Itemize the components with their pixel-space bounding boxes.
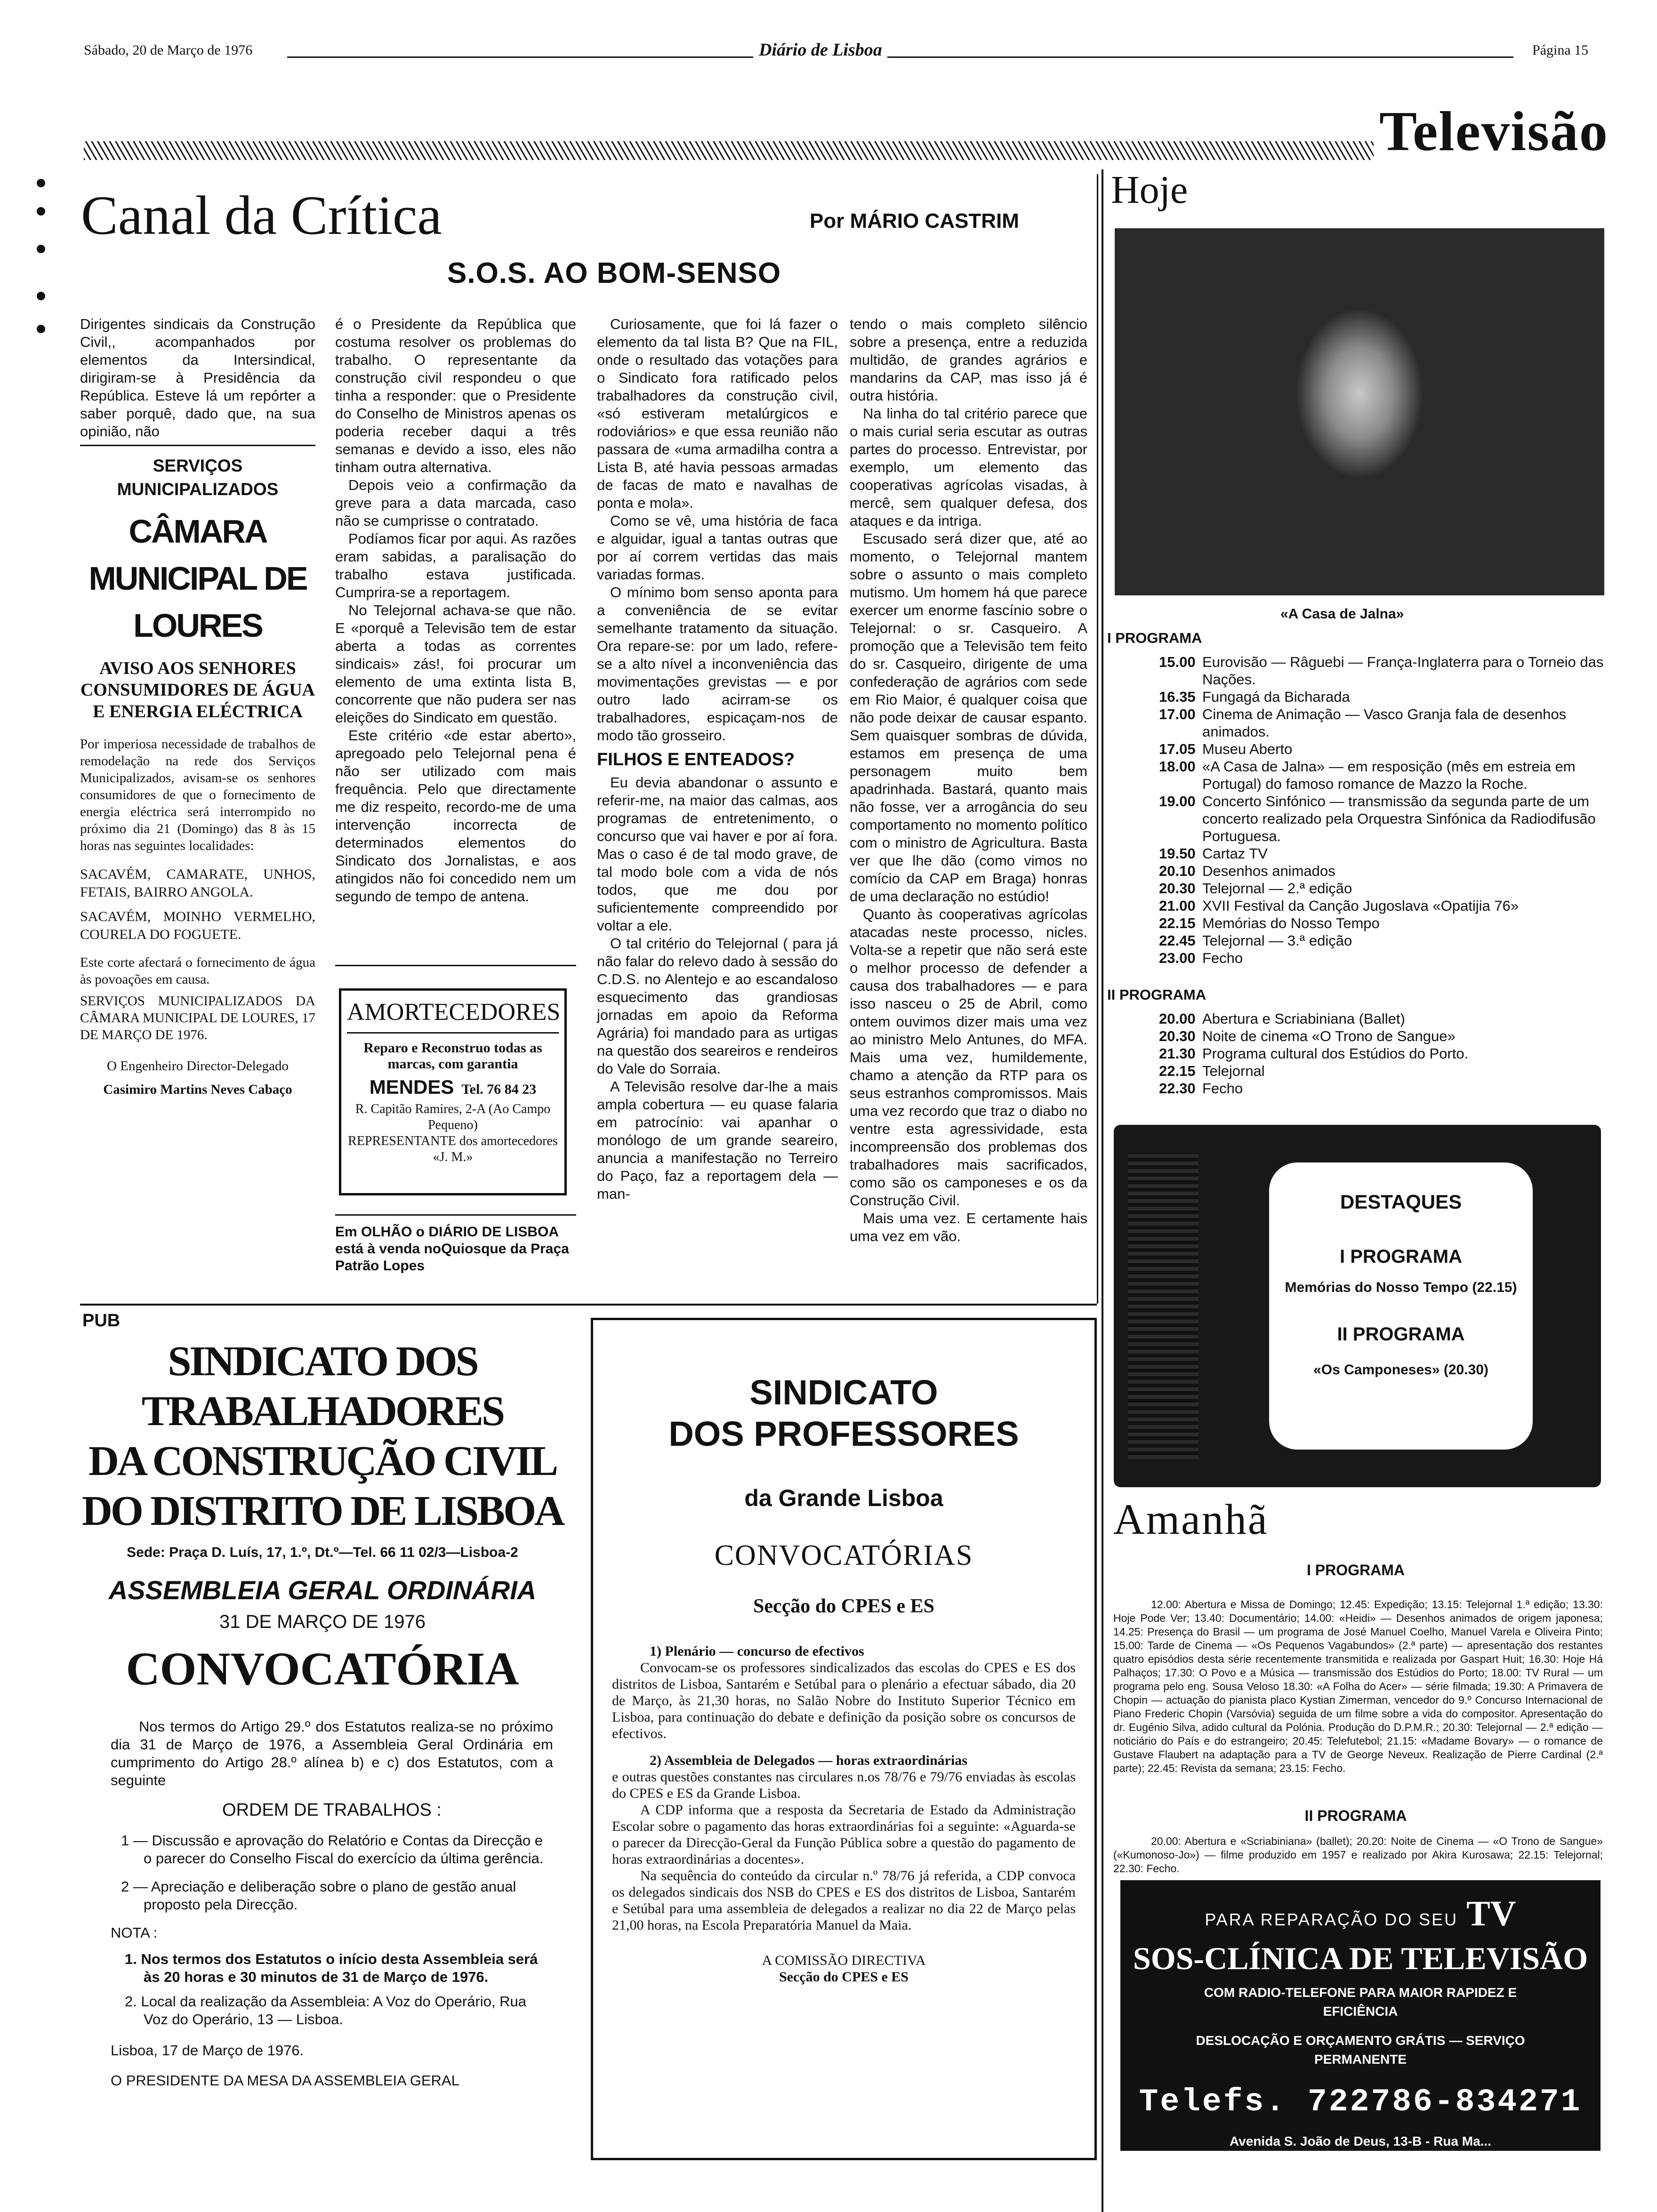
tv-p1-time: 22.45: [1159, 932, 1196, 949]
sos-clinica-ad: [1120, 1880, 1601, 2151]
tv-set-knobs: [1128, 1153, 1199, 1459]
loures-body1: Por imperiosa necessidade de trabalhos de remodelação na rede dos Serviços Municipalizados, avisam-se os senhores consumidores de que o fornecimento de energia eléctrica será interrompido no próximo dia 21 (Domingo) das 8 às 15 horas nas seguintes localidades:: [80, 737, 315, 853]
construcao-ad: [80, 1337, 565, 1697]
tv-p1-desc: XVII Festival da Canção Jugoslava «Opatijia 76»: [1202, 898, 1519, 914]
tv-p1-row: [1159, 845, 1611, 862]
margin-dot-5: [37, 325, 45, 333]
col3-p2: Como se vê, uma história de faca e alguidar, igual a tantas outras que por aí correm vertidas das mais variadas formas.: [597, 513, 838, 583]
tv-p2-desc: Abertura e Scriabiniana (Ballet): [1202, 1010, 1405, 1027]
tv-p1-row: [1159, 932, 1611, 949]
tv-column-rule: [1102, 169, 1103, 2212]
tv-p1-desc: Memórias do Nosso Tempo: [1202, 915, 1380, 931]
construcao-title2: DA CONSTRUÇÃO CIVIL: [88, 1438, 557, 1484]
loures-sign3: Casimiro Martins Neves Cabaço: [103, 1082, 292, 1097]
section-title: Televisão: [1379, 100, 1609, 162]
header-rule-right: [887, 56, 1513, 58]
tv-p1-desc: Fecho: [1202, 950, 1243, 966]
tv-p1-time: 15.00: [1159, 654, 1196, 670]
header-rule-left: [287, 56, 753, 58]
tv-p1-list: [1159, 653, 1611, 967]
sos-addr: Avenida S. João de Deus, 13-B - Rua Ma...: [1230, 2134, 1491, 2148]
am-p2-label: II PROGRAMA: [1304, 1807, 1407, 1824]
tv-p1-row: [1159, 688, 1611, 705]
tv-p1-row: [1159, 862, 1611, 880]
tv-set-illustration: [1114, 1125, 1601, 1487]
col2-p4: No Telejornal achava-se que não. E «porquê a Televisão tem de estar aberta a todas as correntes sindicais» zás!, foi procurar um elemento de uma extinta lista B, concorrente que não pudera ser nas eleições do Sindicato em questão.: [335, 602, 576, 726]
photo-caption: «A Casa de Jalna»: [1280, 606, 1404, 622]
tv-p2-time: 20.30: [1159, 1028, 1196, 1044]
sos-line3: DESLOCAÇÃO E ORÇAMENTO GRÁTIS — SERVIÇO PERMANENTE: [1196, 2033, 1525, 2067]
tv-p2-desc: Noite de cinema «O Trono de Sangue»: [1202, 1028, 1456, 1044]
col2-rule: [335, 965, 576, 966]
professores-title2: DOS PROFESSORES: [668, 1414, 1019, 1453]
tv-p1-desc: Museu Aberto: [1202, 741, 1293, 757]
tv-p1-time: 20.10: [1159, 863, 1196, 879]
byline: Por MÁRIO CASTRIM: [810, 209, 1019, 232]
tv-p1-time: 17.00: [1159, 706, 1196, 722]
section-hatch-band: [84, 141, 1374, 160]
pub-label: PUB: [82, 1311, 121, 1330]
col2-p2: Depois veio a confirmação da greve para a data marcada, caso não se cumprisse o contratado.: [335, 477, 576, 529]
destaques-screen: [1269, 1162, 1533, 1450]
article-col1: [80, 315, 315, 441]
construcao-assembleia: ASSEMBLEIA GERAL ORDINÁRIA: [108, 1575, 537, 1605]
tv-p2-row: [1159, 1027, 1611, 1045]
col4-p3: Escusado será dizer que, até ao momento, o Telejornal mantem sobre o assunto o mais completo mutismo. Um homem há que parece exercer um enorme fascínio sobre o Telejornal: o sr. Casqueiro. A promoção que a Televisão tem feito do sr. Casqueiro, dirigente de uma confederação de agrários com sede em Rio Maior, é qualquer coisa que não pode deixar de causar espanto. Sem quaisquer sombras de dúvida, estamos em presença de uma personagem muito bem apadrinhada. Bastará, quanto mais não fosse, ver a arrogância do seu comportamento no momento político com o ministro de Agricultura. Basta ver que lhe dão (como vimos no comício da CAP em Braga) honras de uma declaração no estúdio!: [850, 530, 1087, 905]
tv-p2-row: [1159, 1010, 1611, 1027]
construcao-nota: NOTA :: [111, 1924, 158, 1941]
page-date: Sábado, 20 de Março de 1976: [84, 42, 253, 58]
olhao-rule: [335, 1214, 576, 1216]
amortecedores-ad: [339, 988, 567, 1195]
tv-p2-time: 20.00: [1159, 1010, 1196, 1027]
tv-p1-time: 22.15: [1159, 915, 1196, 931]
amortecedores-brand: MENDES: [369, 1076, 454, 1098]
construcao-body: [111, 1718, 553, 2090]
tv-p1-desc: «A Casa de Jalna» — em resposição (mês em estreia em Portugal) do famoso romance de Mazzo la Roche.: [1202, 758, 1576, 792]
tv-p1-time: 21.00: [1159, 898, 1196, 914]
tv-p1-desc: Fungagá da Bicharada: [1202, 689, 1350, 705]
tv-p1-desc: Desenhos animados: [1202, 863, 1335, 879]
tv-p1-row: [1159, 897, 1611, 914]
destaques-p2-item: «Os Camponeses» (20.30): [1313, 1362, 1488, 1378]
col3-p3: O mínimo bom senso aponta para a conveniência de se evitar semelhante tratamento da situação. Ora repare-se: por um lado, refere-se a alto nível a inconveniência das movimentações grevistas — e por outro lado acirram-se os trabalhadores, espicaçam-nos de modo tão grosseiro.: [597, 584, 838, 744]
tv-p2-row: [1159, 1045, 1611, 1062]
destaques-p1: I PROGRAMA: [1340, 1246, 1462, 1267]
tv-p2-desc: Telejornal: [1202, 1063, 1265, 1079]
margin-dot-2: [37, 207, 45, 216]
margin-dot-3: [37, 245, 45, 253]
photo-casa-de-jalna: [1115, 228, 1604, 595]
tv-p1-time: 16.35: [1159, 689, 1196, 705]
tv-p1-label: I PROGRAMA: [1107, 630, 1202, 646]
construcao-title3: DO DISTRITO DE LISBOA: [81, 1488, 563, 1534]
professores-sign1: A COMISSÃO DIRECTIVA: [762, 1953, 926, 1968]
construcao-sign: O PRESIDENTE DA MESA DA ASSEMBLEIA GERAL: [111, 2072, 459, 2089]
loures-places1: SACAVÉM, CAMARATE, UNHOS, FETAIS, BAIRRO ANGOLA.: [80, 866, 315, 900]
professores-h1: 1) Plenário — concurso de efectivos: [650, 1643, 864, 1659]
tv-p1-time: 18.00: [1159, 758, 1196, 775]
loures-heading: AVISO AOS SENHORES CONSUMIDORES DE ÁGUA E ENERGIA ELÉCTRICA: [80, 658, 315, 721]
tv-p1-row: [1159, 880, 1611, 897]
tv-p1-time: 20.30: [1159, 880, 1196, 897]
col4-p4: Quanto às cooperativas agrícolas atacadas neste processo, nicles. Volta-se a repetir que não será este o melhor processo de defender a causa dos trabalhadores — e para isso nasceu o 25 de Abril, como ontem ouvimos dizer mais uma vez ao ministro Melo Antunes, do MFA. Mais uma vez, humildemente, chamo a atenção da RTP para os seus estranhos compromissos. Mais uma vez recordo que traz o diabo no ventre esta agressividade, esta incompreensão dos problemas dos trabalhadores mais sacrificados, como são os camponeses e os da Construção Civil.: [850, 906, 1087, 1209]
professores-ad: [591, 1318, 1097, 2160]
sos-phones: Telefs. 722786-834271: [1139, 2084, 1582, 2120]
loures-notice: [80, 454, 315, 1098]
construcao-nota1: 1. Nos termos dos Estatutos o início desta Assembleia será às 20 horas e 30 minutos de 31 de Março de 1976.: [125, 1951, 538, 1985]
am-p1-text: 12.00: Abertura e Missa de Domingo; 12.45: Expedição; 13.15: Telejornal 1.ª edição; 13.30: Hoje Pode Ver; 13.40: Documentário; 14.00: «Heidi» — Desenhos animados de origem japonesa; 14.25: Presença do Brasil — um programa de José Manuel Coelho, Manuel Varela e Oliveira Pinto; 15.00: Tarde de Cinema — «Os Pequenos Vagabundos» (2.ª parte) — apresentação dos restantes quatro episódios desta série recentemente transmitida e realizada por Gaspart Huit; 16.30: Hoje Há Palhaços; 17.30: O Povo e a Música — transmissão dos Estúdios do Porto; 18.00: TV Rural — um programa pelo eng. Sousa Veloso 18.30: «A Folha do Acer» — série filmada; 19.30: A Primavera de Chopin — actuação do pianista placo Kystian Zimerman, vencedor do 9.º Concurso Internacional de Piano Frederic Chopin (Varsóvia) seguida de um filme sobre a vida do compositor. Apresentação do dr. Eugénio Silva, adido cultural da Polónia. Produção do D.P.M.R.; 20.30: Telejornal — 2.ª edição — noticiário do País e do estrangeiro; 20.45: Telefutebol; 21.15: «Madame Bovary» — o romance de Gustave Flaubert na adaptação para a TV de George Neveux. Realização de Pierre Cardinal (2.ª parte); 22.45: Revista da semana; 23.15: Fecho.: [1113, 1598, 1603, 1774]
smas-label: SERVIÇOS MUNICIPALIZADOS: [117, 456, 279, 499]
destaques-p2: II PROGRAMA: [1337, 1324, 1465, 1345]
col2-p5: Este critério «de estar aberto», apregoado pelo Telejornal pena é não ser utilizado com mais frequência. Pelo que directamente me diz respeito, recordo-me de uma intervenção incorrecta de determinados elementos do Sindicato dos Jornalistas, e aos atingidos não foi concedido nem um segundo de tempo de antena.: [335, 727, 576, 905]
article-col1-text: Dirigentes sindicais da Construção Civil,, acompanhados por elementos da Intersindical, dirigiram-se à Presidência da República. Esteve lá um repórter a saber porquê, dado que, na sua opinião, não: [80, 316, 315, 440]
tv-p2-desc: Fecho: [1202, 1080, 1243, 1097]
col3-p5: O tal critério do Telejornal ( para já não falar do relevo dado à sessão do C.D.S. no Alentejo e ao escandaloso esquecimento das grandiosas jornadas em apoio da Reforma Agrária) foi mandado para as urtigas na questão dos seareiros e rendeiros do Vale do Sorraia.: [597, 935, 838, 1077]
loures-sign2: O Engenheiro Director-Delegado: [107, 1058, 289, 1074]
amortecedores-tel: Tel. 76 84 23: [461, 1082, 537, 1097]
construcao-item1: 1 — Discussão e aprovação do Relatório e Contas da Direcção e o parecer do Conselho Fiscal do exercício da última gerência.: [121, 1832, 544, 1867]
col2-p1: é o Presidente da República que costuma resolver os problemas do trabalho. O representante da construção civil respondeu o que tinha a responder: que o Presidente do Conselho de Ministros apenas os poderia receber daqui a três semanas e devido a isso, eles não tinham outra alternativa.: [335, 316, 576, 475]
professores-title1: SINDICATO: [749, 1373, 938, 1412]
tv-p2-time: 22.15: [1159, 1063, 1196, 1079]
tv-amanha-title: Amanhã: [1113, 1495, 1269, 1543]
professores-sign2: Secção do CPES e ES: [779, 1969, 909, 1985]
column-title: Canal da Crítica: [81, 184, 442, 246]
col1-rule: [80, 445, 315, 446]
tv-p1-desc: Telejornal — 2.ª edição: [1202, 880, 1352, 897]
destaques-p1-item: Memórias do Nosso Tempo (22.15): [1285, 1280, 1517, 1295]
amortecedores-line1: Reparo e Reconstruo todas as marcas, com garantia: [363, 1040, 542, 1072]
column-divider-right: [1097, 174, 1098, 1304]
professores-convoc: CONVOCATÓRIAS: [714, 1539, 973, 1571]
construcao-convocatoria: CONVOCATÓRIA: [126, 1643, 519, 1695]
col4-p5: Mais uma vez. E certamente hais uma vez em vão.: [850, 1210, 1087, 1244]
tv-p1-row: [1159, 793, 1611, 845]
headline: S.O.S. AO BOM-SENSO: [447, 257, 781, 289]
margin-dot-1: [37, 179, 45, 187]
am-p1-label: I PROGRAMA: [1307, 1562, 1405, 1579]
tv-p1-row: [1159, 740, 1611, 758]
tv-p2-row: [1159, 1080, 1611, 1097]
tv-p1-time: 19.50: [1159, 845, 1196, 862]
tv-p2-time: 22.30: [1159, 1080, 1196, 1097]
loures-sign1: SERVIÇOS MUNICIPALIZADOS DA CÂMARA MUNICIPAL DE LOURES, 17 DE MARÇO DE 1976.: [80, 994, 315, 1042]
article-col4: [850, 315, 1087, 1245]
tv-p1-row: [1159, 914, 1611, 932]
col3-p6: A Televisão resolve dar-lhe a mais ampla cobertura — eu quase falaria em patrocínio: vai apanhar o monólogo de um grande seareiro, anuncia a manifestação no Terreiro do Paço, faz a reportagem dela — man-: [597, 1078, 838, 1202]
construcao-place-date: Lisboa, 17 de Março de 1976.: [111, 2042, 304, 2059]
tv-p1-desc: Concerto Sinfónico — transmissão da segunda parte de um concerto realizado pela Orquestra Sinfónica da Radiodifusão Portuguesa.: [1202, 793, 1596, 844]
sos-line2: COM RADIO-TELEFONE PARA MAIOR RAPIDEZ E EFICIÊNCIA: [1204, 1985, 1517, 2019]
olhao-notice: Em OLHÃO o DIÁRIO DE LISBOA está à venda noQuiosque da Praça Patrão Lopes: [335, 1224, 569, 1274]
col3-p1: Curiosamente, que foi lá fazer o elemento da tal lista B? Que na FIL, onde o resultado das votações para o Sindicato fora ratificado pelos trabalhadores da construção civil, «só estiveram metalúrgicos e rodoviários» e que essa reunião não passara de «uma armadilha contra a Lista B, até havia pessoas armadas de facas de mato e navalhas de ponta e mola».: [597, 316, 838, 511]
professores-region: da Grande Lisboa: [744, 1485, 943, 1511]
tv-p1-row: [1159, 705, 1611, 740]
page-number: Página 15: [1532, 42, 1589, 58]
tv-p2-row: [1159, 1062, 1611, 1080]
tv-p1-time: 19.00: [1159, 793, 1196, 809]
professores-p4: Na sequência do conteúdo da circular n.º 78/76 já referida, a CDP convoca os delegados sindicais dos NSB do CPES e ES dos distritos de Lisboa, Santarém e Setúbal para uma assembleia de delegados a realizar no dia 22 de Março pelas 21,00 horas, na Escola Preparatória Manuel da Maia.: [612, 1868, 1076, 1933]
construcao-ordem: ORDEM DE TRABALHOS :: [222, 1800, 442, 1820]
margin-dot-4: [37, 292, 45, 300]
tv-p1-row: [1159, 949, 1611, 967]
sos-line1: PARA REPARAÇÃO DO SEU: [1205, 1910, 1458, 1929]
col3-subhead: FILHOS E ENTEADOS?: [597, 750, 795, 769]
tv-p1-desc: Cinema de Animação — Vasco Granja fala de desenhos animados.: [1202, 706, 1567, 740]
am-p2-text: 20.00: Abertura e «Scriabiniana» (ballet); 20.20: Noite de Cinema — «O Trono de Sangue» («Kumonoso-Jo») — filme produzido em 1957 e realizado por Akira Kurosawa; 22.15: Telejornal; 22.30: Fecho.: [1113, 1835, 1603, 1875]
tv-p1-row: [1159, 758, 1611, 793]
tv-p1-time: 23.00: [1159, 950, 1196, 966]
tv-p2-label: II PROGRAMA: [1107, 986, 1207, 1003]
professores-seccao: Secção do CPES e ES: [753, 1595, 934, 1617]
tv-p1-row: [1159, 653, 1611, 688]
construcao-date: 31 DE MARÇO DE 1976: [219, 1611, 426, 1632]
article-col2: [335, 315, 576, 906]
professores-h2: 2) Assembleia de Delegados — horas extraordinárias: [650, 1753, 967, 1768]
col3-p4: Eu devia abandonar o assunto e referir-me, na maior das calmas, aos programas de entretenimento, o concurso que vai haver e por aí fora. Mas o caso é de tal modo grave, de tal modo bole com a vida de nós todos, que me dou por suficientemente compreendido por voltar a ele.: [597, 774, 838, 934]
construcao-intro: Nos termos do Artigo 29.º dos Estatutos realiza-se no próximo dia 31 de Março de 1976, a Assembleia Geral Ordinária em cumprimento do Artigo 28.º alínea b) e c) dos Estatutos, com a seguinte: [111, 1718, 553, 1788]
amortecedores-line3: REPRESENTANTE dos amortecedores «J. M.»: [348, 1134, 558, 1164]
sos-title: SOS-CLÍNICA DE TELEVISÃO: [1133, 1940, 1588, 1976]
tv-p2-time: 21.30: [1159, 1045, 1196, 1062]
bottom-section-rule: [80, 1304, 1097, 1306]
construcao-sede: Sede: Praça D. Luís, 17, 1.º, Dt.º—Tel. 66 11 02/3—Lisboa-2: [127, 1545, 518, 1560]
loures-places2: SACAVÉM, MOINHO VERMELHO, COURELA DO FOGUETE.: [80, 909, 315, 942]
loures-body2: Este corte afectará o fornecimento de água às povoações em causa.: [80, 955, 315, 987]
tv-p1-desc: Cartaz TV: [1202, 845, 1268, 862]
col4-p1: tendo o mais completo silêncio sobre a presença, entre a reduzida multidão, de grandes agrários e mandarins da CAP, mas isso já é outra história.: [850, 316, 1087, 404]
tv-p1-desc: Telejornal — 3.ª edição: [1202, 932, 1352, 949]
professores-p1: Convocam-se os professores sindicalizados das escolas do CPES e ES dos distritos de Lisboa, Santarém e Setúbal para o plenário a efectuar sábado, dia 20 de Março, às 21,30 horas, no Salão Nobre do Instituto Superior Técnico em Lisboa, para continuação do debate e definição da posição sobre os concursos de efectivos.: [612, 1660, 1076, 1741]
tv-p2-desc: Programa cultural dos Estúdios do Porto.: [1202, 1045, 1469, 1062]
amortecedores-title: AMORTECEDORES: [347, 997, 559, 1034]
amortecedores-addr: R. Capitão Ramires, 2-A (Ao Campo Pequeno): [355, 1102, 551, 1132]
tv-hoje-title: Hoje: [1111, 168, 1188, 212]
col4-p2: Na linha do tal critério parece que o mais curial seria escutar as outras partes do processo. Entrevistar, por exemplo, um elemento das cooperativas agrícolas visadas, à mercê, sem qualquer defesa, dos ataques e da intriga.: [850, 405, 1087, 529]
col2-p3: Podíamos ficar por aqui. As razões eram sabidas, a paralisação do trabalho estava justificada. Cumprira-se a reportagem.: [335, 530, 576, 601]
professores-p2: e outras questões constantes nas circulares n.os 78/76 e 79/76 enviadas às escolas do CPES e ES da Grande Lisboa.: [612, 1769, 1076, 1801]
article-col3: [597, 315, 838, 1203]
masthead: Diário de Lisboa: [759, 40, 882, 60]
professores-body: [612, 1643, 1076, 1985]
construcao-item2: 2 — Apreciação e deliberação sobre o plano de gestão anual proposto pela Direcção.: [121, 1878, 516, 1913]
loures-title: CÂMARA MUNICIPAL DE LOURES: [88, 513, 307, 644]
destaques-title: DESTAQUES: [1340, 1191, 1462, 1213]
construcao-nota2: 2. Local da realização da Assembleia: A Voz do Operário, Rua Voz do Operário, 13 — Lisboa.: [125, 1993, 527, 2028]
tv-p2-list: [1159, 1010, 1611, 1097]
tv-p1-desc: Eurovisão — Râguebi — França-Inglaterra para o Torneio das Nações.: [1202, 654, 1604, 688]
sos-tv: TV: [1466, 1894, 1516, 1933]
tv-p1-time: 17.05: [1159, 741, 1196, 757]
construcao-title1: SINDICATO DOS TRABALHADORES: [141, 1338, 504, 1435]
professores-p3: A CDP informa que a resposta da Secretaria de Estado da Administração Escolar sobre o pagamento das horas extraordinárias foi a seguinte: «Aguarda-se o parecer da Direcção-Geral da Função Pública sobre a questão do pagamento de horas extraordinárias a docentes».: [612, 1802, 1076, 1867]
